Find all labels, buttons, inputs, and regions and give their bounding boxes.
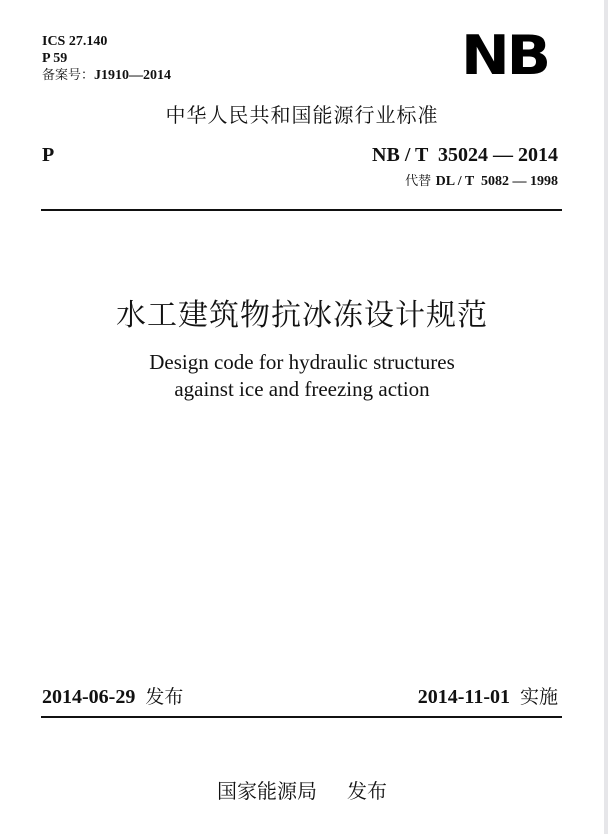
page-edge-strip: [604, 0, 608, 834]
nb-logo: NB: [461, 24, 548, 87]
replaces-label: 代替: [405, 174, 432, 189]
category-code: P 59: [42, 51, 68, 66]
filing-label: 备案号：: [42, 68, 95, 83]
cover-metadata: [42, 33, 171, 84]
replaces-standard: [405, 173, 558, 190]
issue-date: 2014-06-29: [42, 686, 136, 708]
effective-date-row: [418, 685, 558, 709]
effective-date: 2014-11-01: [417, 686, 510, 708]
effective-label: 实施: [519, 686, 558, 708]
industry-standard-heading: 中华人民共和国能源行业标准: [165, 103, 439, 127]
english-title-line-2: against ice and freezing action: [174, 377, 430, 401]
filing-number: J1910—2014: [94, 68, 172, 83]
bottom-divider: [41, 716, 562, 718]
ics-code: ICS 27.140: [42, 34, 108, 49]
issue-label: 发布: [145, 686, 184, 708]
issuer-line: [0, 778, 604, 804]
document-title-chinese: 水工建筑物抗冰冻设计规范: [116, 298, 488, 333]
issuer-action: 发布: [347, 779, 387, 803]
english-title-line-1: Design code for hydraulic structures: [149, 350, 455, 374]
top-divider: [41, 209, 562, 211]
filing-number-row: [42, 67, 171, 84]
standard-number: NB / T 35024 — 2014: [372, 144, 558, 166]
classification-letter: P: [42, 144, 55, 166]
document-title-english: [0, 349, 604, 403]
issuer-name: 国家能源局: [217, 779, 317, 803]
replaced-standard-number: DL / T 5082 — 1998: [435, 174, 558, 189]
issue-date-row: [42, 685, 183, 709]
